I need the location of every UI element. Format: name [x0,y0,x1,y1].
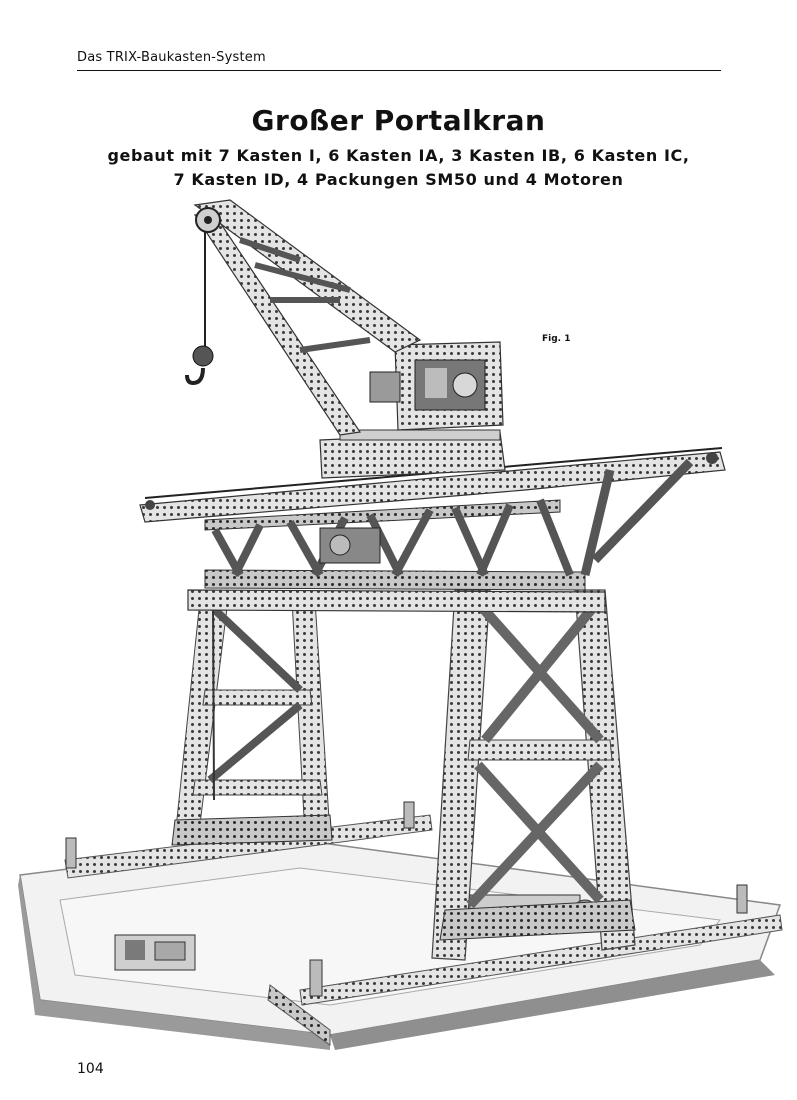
slewing-crane [187,200,505,478]
base-frame [18,802,782,1050]
running-header: Das TRIX-Baukasten-System [77,50,266,65]
subtitle-line-2: 7 Kasten ID, 4 Packungen SM50 und 4 Motoren [173,170,624,189]
page-number: 104 [77,1061,104,1077]
page-title: Großer Portalkran [251,104,546,137]
figure-label: Fig. 1 [542,334,571,344]
rear-portal-leg [172,600,332,845]
subtitle-line-1: gebaut mit 7 Kasten I, 6 Kasten IA, 3 Kasten IB, 6 Kasten IC, [107,146,690,165]
